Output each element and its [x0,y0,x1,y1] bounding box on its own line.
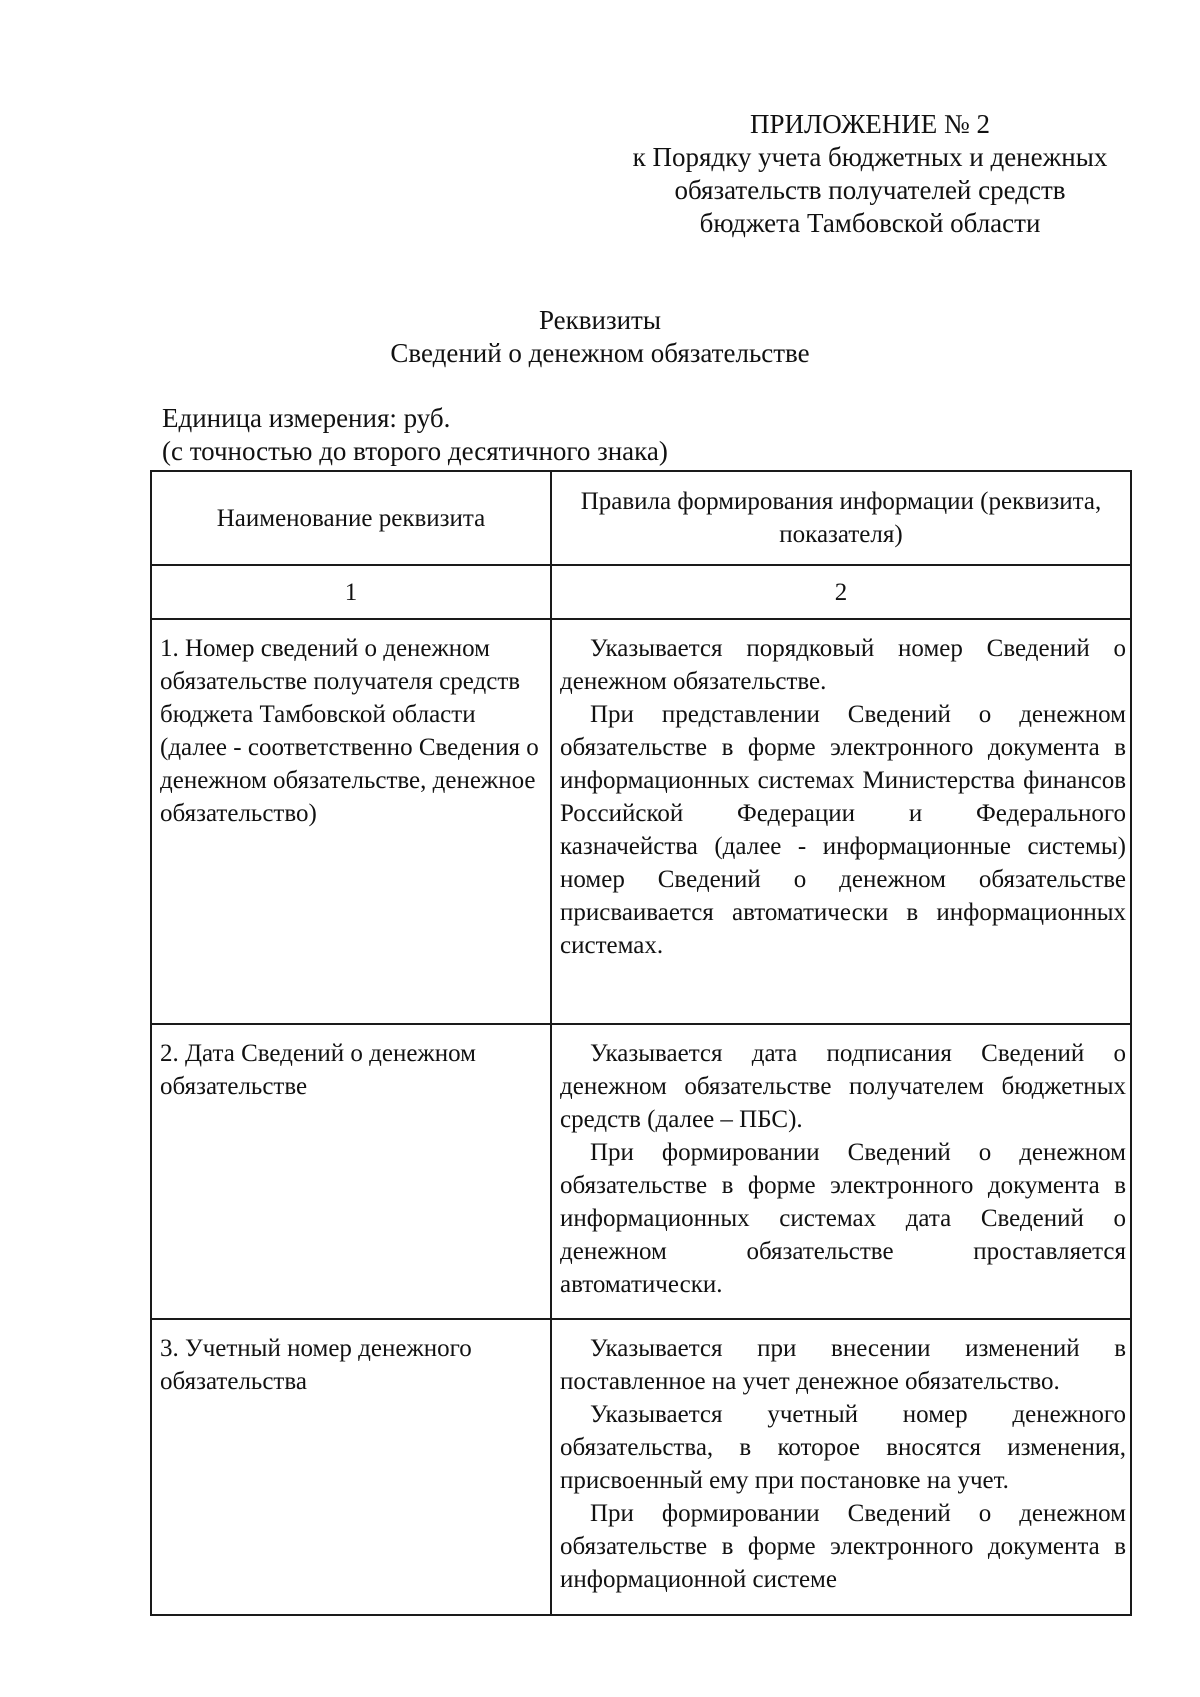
document-title [0,304,1200,370]
appendix-reference-line: бюджета Тамбовской области [699,208,1041,238]
units-note [162,402,668,468]
rule-text-block [560,1332,1126,1594]
rule-paragraph: Указывается порядковый номер Сведений о денежном обязательстве. [560,635,1126,695]
requisite-name: 3. Учетный номер денежного обязательства [151,1319,551,1615]
column-header-name: Наименование реквизита [151,471,551,565]
appendix-header [600,108,1140,240]
requisite-rules [551,1024,1131,1319]
requisite-name: 1. Номер сведений о денежном обязательстве получателя средств бюджета Тамбовской области (далее - соответственно Сведения о денежном обязательстве, денежное обязательство) [151,619,551,1024]
rule-paragraph: Указывается дата подписания Сведений о денежном обязательстве получателем бюджетных средств (далее – ПБС). [560,1040,1126,1133]
column-header-rules: Правила формирования информации (реквизита, показателя) [551,471,1131,565]
column-number-row [151,565,1131,619]
table-row [151,619,1131,1024]
table-row [151,1024,1131,1319]
appendix-reference-line: обязательств получателей средств [674,175,1066,205]
rule-paragraph: При формировании Сведений о денежном обязательстве в форме электронного документа в информационной системе [560,1500,1126,1593]
appendix-number: ПРИЛОЖЕНИЕ № 2 [749,109,991,139]
units-line: Единица измерения: руб. [162,403,451,433]
title-sub: Сведений о денежном обязательстве [390,338,810,368]
requisites-table [150,470,1132,1616]
requisite-rules [551,1319,1131,1615]
column-number: 2 [551,565,1131,619]
requisite-name: 2. Дата Сведений о денежном обязательстве [151,1024,551,1319]
units-precision-line: (с точностью до второго десятичного знака) [162,436,668,466]
rule-paragraph: Указывается при внесении изменений в поставленное на учет денежное обязательство. [560,1335,1126,1395]
rule-paragraph: При формировании Сведений о денежном обязательстве в форме электронного документа в информационных системах дата Сведений о денежном обязательстве проставляется автоматически. [560,1139,1126,1298]
table-row [151,1319,1131,1615]
rule-paragraph: Указывается учетный номер денежного обязательства, в которое вносятся изменения, присвоенный ему при постановке на учет. [560,1401,1126,1494]
appendix-reference-line: к Порядку учета бюджетных и денежных [632,142,1108,172]
table-header-row [151,471,1131,565]
title-main: Реквизиты [538,305,661,335]
rule-paragraph: При представлении Сведений о денежном обязательстве в форме электронного документа в информационных системах Министерства финансов Российской Федерации и Федерального казначейства (далее - информационные системы) номер Сведений о денежном обязательстве присваивается автоматически в информационных системах. [560,701,1126,959]
requisite-rules [551,619,1131,1024]
column-number: 1 [151,565,551,619]
